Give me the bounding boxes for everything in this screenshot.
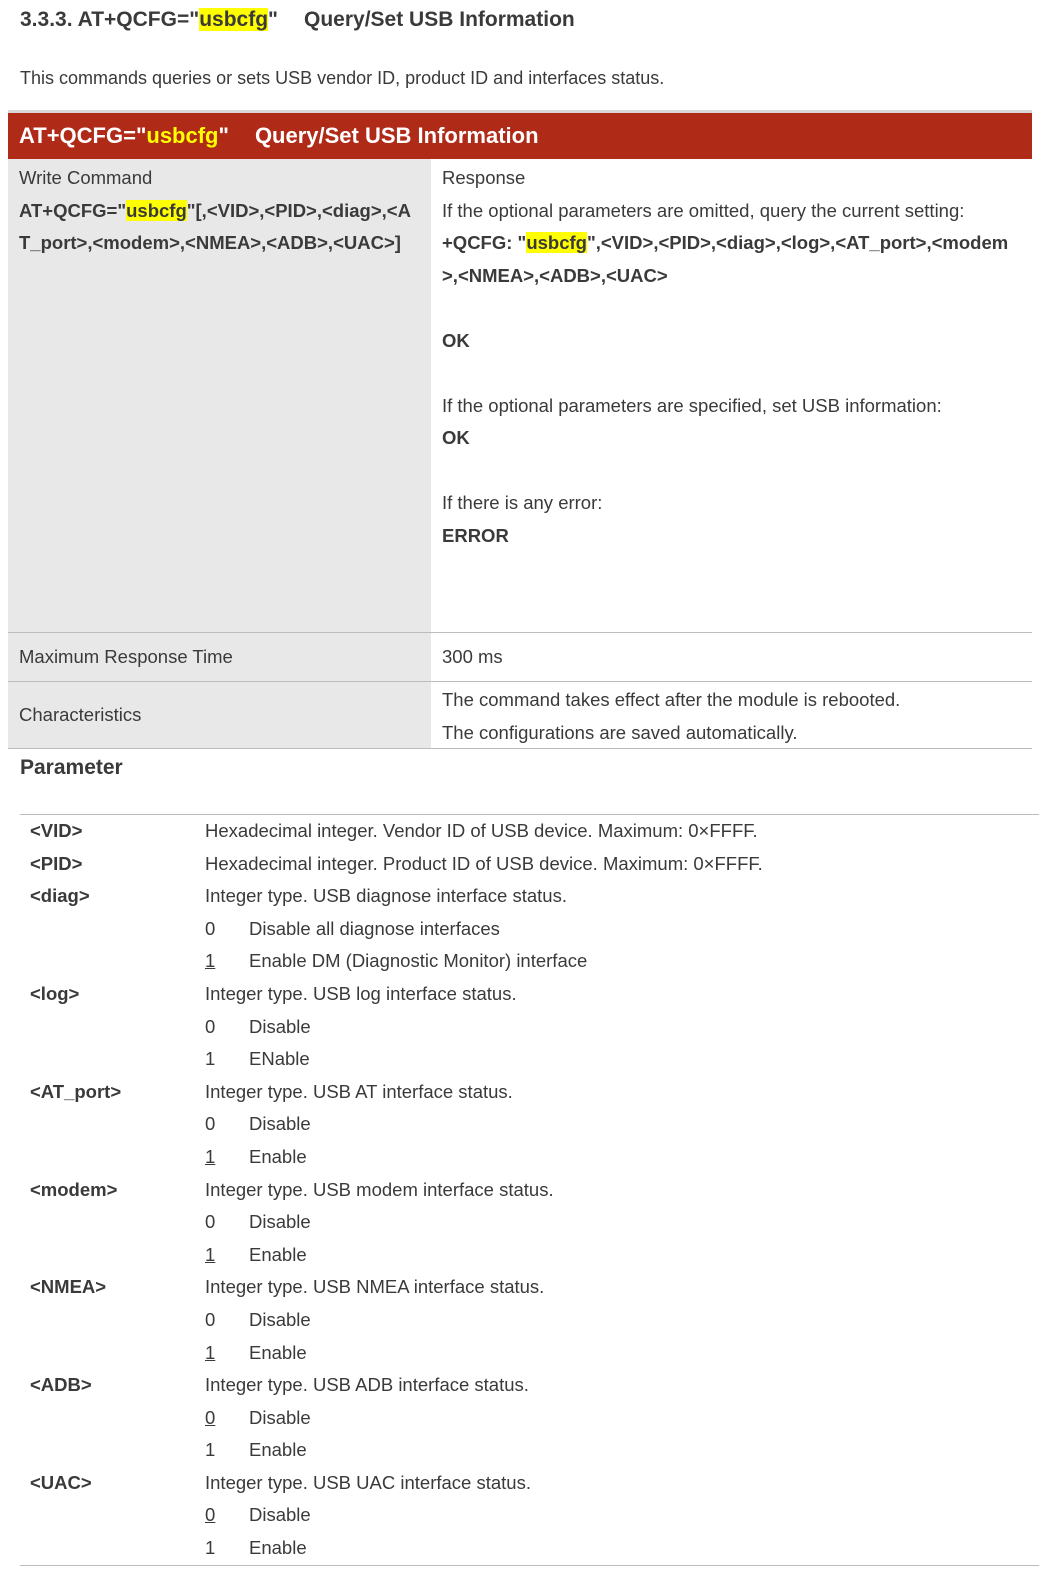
section-title: 3.3.3. AT+QCFG="usbcfg" Query/Set USB Information bbox=[20, 8, 575, 31]
parameter-name: <AT_port> bbox=[30, 1080, 122, 1102]
parameter-row bbox=[20, 1467, 1039, 1500]
option-value: 1 bbox=[205, 1537, 216, 1559]
parameter-option bbox=[20, 1011, 1039, 1044]
parameter-description: Integer type. USB NMEA interface status. bbox=[205, 1276, 545, 1298]
option-text: Disable bbox=[249, 1308, 311, 1330]
parameter-option bbox=[20, 1239, 1039, 1272]
write-command-row bbox=[8, 159, 1032, 633]
option-value: 1 bbox=[205, 1048, 216, 1070]
option-text: Enable bbox=[249, 1439, 307, 1461]
parameter-name: <NMEA> bbox=[30, 1276, 107, 1298]
parameter-option bbox=[20, 1337, 1039, 1370]
characteristics-row bbox=[8, 682, 1032, 749]
parameter-description: Integer type. USB modem interface status. bbox=[205, 1178, 554, 1200]
option-text: Enable bbox=[249, 1537, 307, 1559]
query-response-syntax: +QCFG: "usbcfg",<VID>,<PID>,<diag>,<log>,<AT_port>,<modem>,<NMEA>,<ADB>,<UAC> bbox=[442, 232, 1009, 286]
parameter-option bbox=[20, 1108, 1039, 1141]
command-table-header: AT+QCFG="usbcfg" Query/Set USB Information bbox=[8, 110, 1032, 159]
command-table bbox=[8, 110, 1032, 749]
parameter-name: <PID> bbox=[30, 852, 83, 874]
write-command-cell bbox=[8, 159, 431, 632]
option-value: 1 bbox=[205, 1341, 216, 1363]
write-command-syntax: AT+QCFG="usbcfg"[,<VID>,<PID>,<diag>,<AT_port>,<modem>,<NMEA>,<ADB>,<UAC>] bbox=[19, 199, 411, 253]
parameter-name: <diag> bbox=[30, 885, 90, 907]
parameter-option bbox=[20, 1434, 1039, 1467]
parameter-option bbox=[20, 1043, 1039, 1076]
parameter-option bbox=[20, 913, 1039, 946]
parameter-name: <modem> bbox=[30, 1178, 118, 1200]
parameter-row bbox=[20, 1271, 1039, 1304]
option-value: 0 bbox=[205, 1211, 216, 1233]
query-note: If the optional parameters are omitted, query the current setting: bbox=[442, 199, 965, 221]
option-text: Disable bbox=[249, 1406, 311, 1428]
parameter-option bbox=[20, 1532, 1039, 1565]
parameter-description: Integer type. USB log interface status. bbox=[205, 982, 517, 1004]
option-text: Disable bbox=[249, 1113, 311, 1135]
parameter-option bbox=[20, 1499, 1039, 1532]
parameter-description: Integer type. USB ADB interface status. bbox=[205, 1374, 529, 1396]
characteristics-label: Characteristics bbox=[8, 682, 431, 748]
parameter-option bbox=[20, 945, 1039, 978]
parameter-description: Integer type. USB AT interface status. bbox=[205, 1080, 513, 1102]
option-text: Enable DM (Diagnostic Monitor) interface bbox=[249, 950, 588, 972]
parameter-row bbox=[20, 1076, 1039, 1109]
option-text: Disable bbox=[249, 1015, 311, 1037]
option-value: 1 bbox=[205, 1145, 216, 1167]
option-value: 0 bbox=[205, 1015, 216, 1037]
option-text: Enable bbox=[249, 1145, 307, 1167]
option-value: 0 bbox=[205, 917, 216, 939]
option-value: 0 bbox=[205, 1113, 216, 1135]
parameter-row bbox=[20, 978, 1039, 1011]
parameter-list bbox=[20, 814, 1039, 1566]
max-response-label: Maximum Response Time bbox=[8, 633, 431, 681]
option-text: Disable all diagnose interfaces bbox=[249, 917, 500, 939]
parameter-row bbox=[20, 815, 1039, 848]
error-result: ERROR bbox=[442, 524, 509, 546]
option-value: 0 bbox=[205, 1504, 216, 1526]
option-value: 1 bbox=[205, 1243, 216, 1265]
parameter-name: <UAC> bbox=[30, 1471, 92, 1493]
intro-text: This commands queries or sets USB vendor ID, product ID and interfaces status. bbox=[20, 68, 665, 88]
option-value: 0 bbox=[205, 1406, 216, 1428]
characteristics-value: The command takes effect after the module is rebooted. The configurations are saved automatically. bbox=[431, 682, 1032, 748]
parameter-option bbox=[20, 1206, 1039, 1239]
ok-result: OK bbox=[442, 427, 470, 448]
parameter-name: <ADB> bbox=[30, 1374, 92, 1396]
parameter-description: Integer type. USB diagnose interface status. bbox=[205, 885, 567, 907]
max-response-row bbox=[8, 633, 1032, 682]
parameter-option bbox=[20, 1141, 1039, 1174]
option-text: Disable bbox=[249, 1211, 311, 1233]
parameter-description: Hexadecimal integer. Product ID of USB device. Maximum: 0×FFFF. bbox=[205, 852, 763, 874]
max-response-value: 300 ms bbox=[431, 633, 1032, 681]
highlight-usbcfg: usbcfg bbox=[199, 8, 269, 31]
error-note: If there is any error: bbox=[442, 492, 603, 513]
parameter-name: <VID> bbox=[30, 820, 83, 841]
response-label: Response bbox=[442, 167, 526, 188]
option-text: Disable bbox=[249, 1504, 311, 1526]
option-value: 0 bbox=[205, 1308, 216, 1330]
parameter-row bbox=[20, 1369, 1039, 1402]
option-text: ENable bbox=[249, 1048, 310, 1070]
parameter-row bbox=[20, 848, 1039, 881]
write-command-label: Write Command bbox=[19, 167, 153, 188]
option-text: Enable bbox=[249, 1341, 307, 1363]
parameter-option bbox=[20, 1402, 1039, 1435]
parameter-heading: Parameter bbox=[20, 756, 123, 779]
option-text: Enable bbox=[249, 1243, 307, 1265]
ok-result: OK bbox=[442, 329, 470, 351]
option-value: 1 bbox=[205, 950, 216, 972]
set-note: If the optional parameters are specified, set USB information: bbox=[442, 394, 942, 416]
parameter-row bbox=[20, 880, 1039, 913]
option-value: 1 bbox=[205, 1439, 216, 1461]
parameter-name: <log> bbox=[30, 982, 80, 1004]
write-response-cell bbox=[431, 159, 1032, 632]
parameter-description: Integer type. USB UAC interface status. bbox=[205, 1471, 531, 1493]
parameter-option bbox=[20, 1304, 1039, 1337]
parameter-description: Hexadecimal integer. Vendor ID of USB device. Maximum: 0×FFFF. bbox=[205, 820, 758, 841]
parameter-row bbox=[20, 1174, 1039, 1207]
